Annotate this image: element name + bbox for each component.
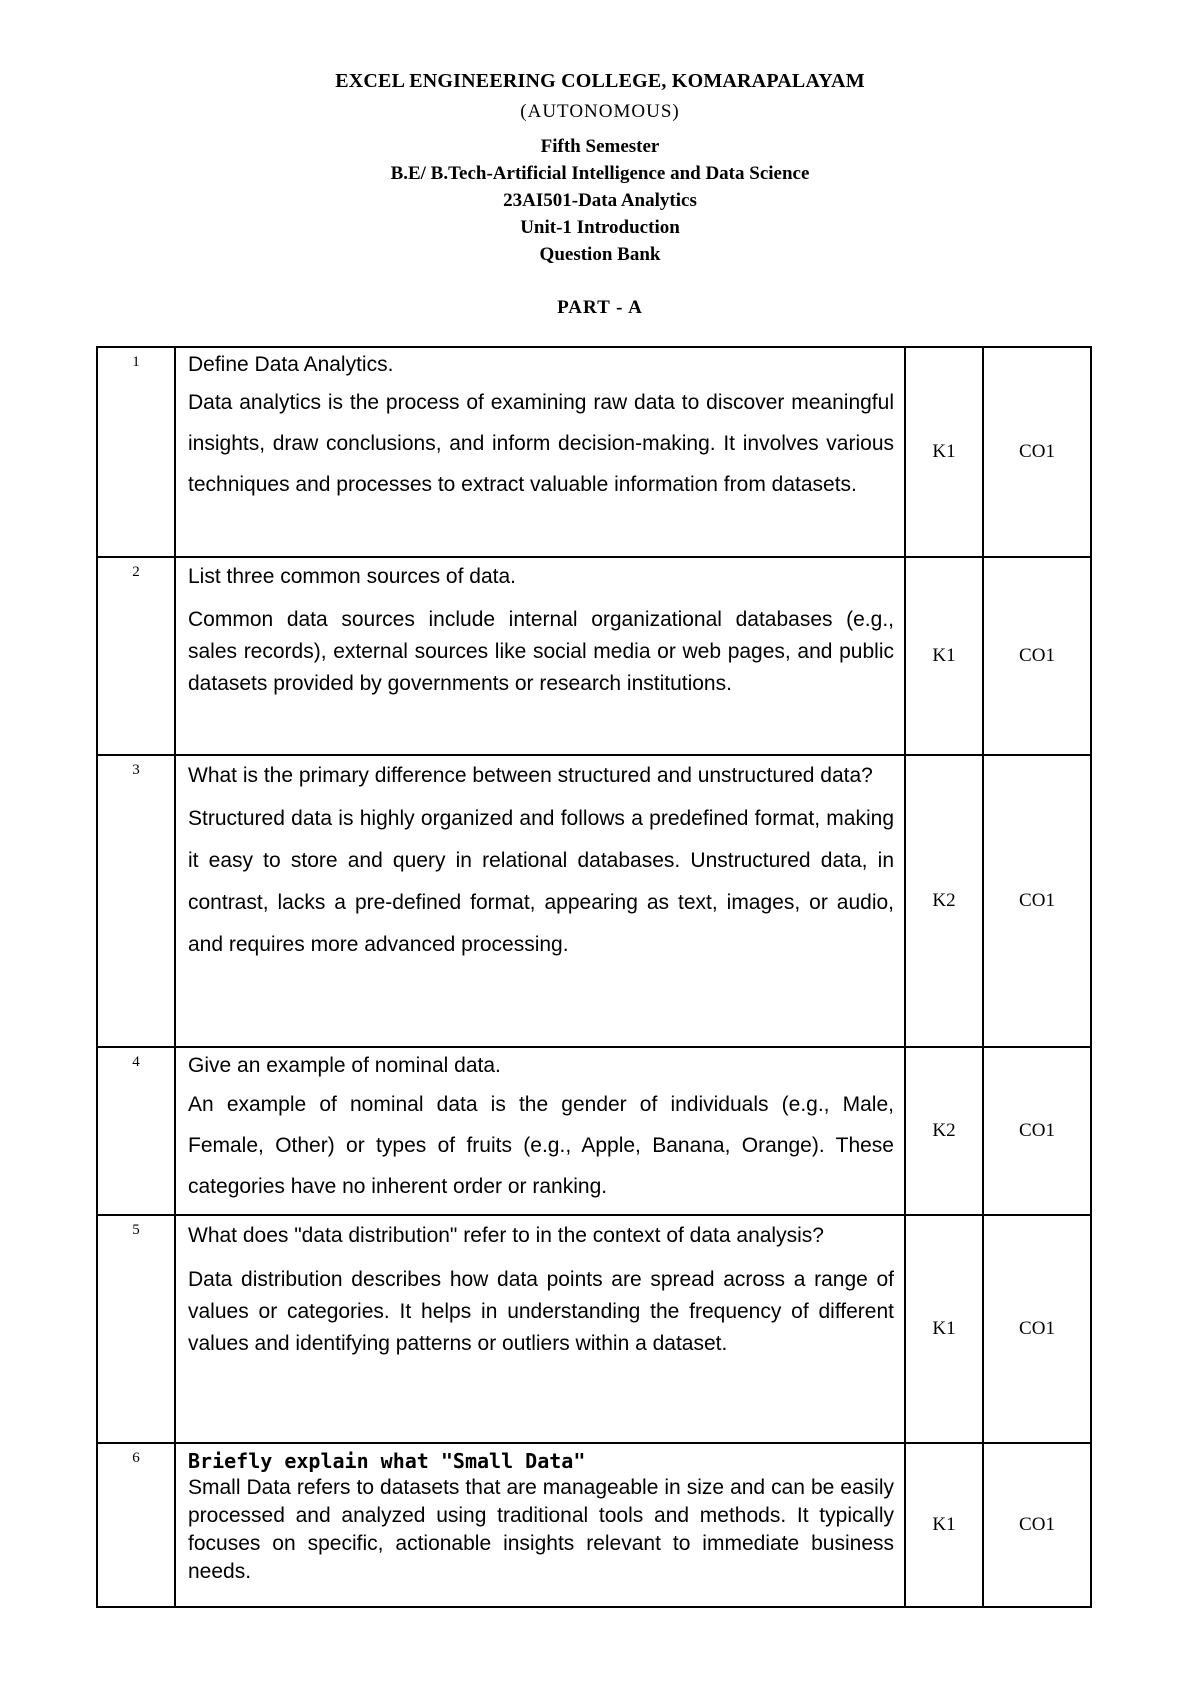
question-number: 4 <box>97 1047 175 1215</box>
question-number: 5 <box>97 1215 175 1443</box>
course-label: 23AI501-Data Analytics <box>503 190 697 211</box>
course-outcome: CO1 <box>983 755 1091 1047</box>
question-cell <box>175 347 905 557</box>
question-text: Give an example of nominal data. <box>188 1054 501 1077</box>
course-outcome: CO1 <box>983 1047 1091 1215</box>
question-text: List three common sources of data. <box>188 565 516 588</box>
answer-text: Small Data refers to datasets that are manageable in size and can be easily processed and analyzed using traditional tools and methods. It typically focuses on specific, actionable insights relevant to immediate business needs. <box>188 1476 894 1583</box>
knowledge-level: K2 <box>905 755 983 1047</box>
question-cell <box>175 1047 905 1215</box>
table-row <box>97 1443 1091 1607</box>
knowledge-level: K1 <box>905 1215 983 1443</box>
question-cell <box>175 1215 905 1443</box>
part-heading: PART - A <box>557 297 643 318</box>
table-row <box>97 755 1091 1047</box>
knowledge-level: K2 <box>905 1047 983 1215</box>
document-type-label: Question Bank <box>539 244 661 265</box>
question-number: 6 <box>97 1443 175 1607</box>
question-number: 2 <box>97 557 175 755</box>
knowledge-level: K1 <box>905 557 983 755</box>
question-text: Define Data Analytics. <box>188 353 394 376</box>
table-row <box>97 557 1091 755</box>
course-outcome: CO1 <box>983 557 1091 755</box>
course-outcome: CO1 <box>983 347 1091 557</box>
college-name: EXCEL ENGINEERING COLLEGE, KOMARAPALAYAM <box>335 70 865 92</box>
semester-label: Fifth Semester <box>540 136 660 157</box>
knowledge-level: K1 <box>905 1443 983 1607</box>
answer-text: Data distribution describes how data points are spread across a range of values or categories. It helps in understanding the frequency of different values and identifying patterns or outliers within a dataset. <box>188 1268 894 1355</box>
question-number: 3 <box>97 755 175 1047</box>
answer-text: Common data sources include internal organizational databases (e.g., sales records), external sources like social media or web pages, and public datasets provided by governments or research institutions. <box>188 608 894 695</box>
question-cell <box>175 557 905 755</box>
course-outcome: CO1 <box>983 1215 1091 1443</box>
programme-label: B.E/ B.Tech-Artificial Intelligence and Data Science <box>390 163 810 184</box>
table-row <box>97 347 1091 557</box>
answer-text: Data analytics is the process of examining raw data to discover meaningful insights, draw conclusions, and inform decision-making. It involves various techniques and processes to extract valuable information from datasets. <box>188 391 894 496</box>
knowledge-level: K1 <box>905 347 983 557</box>
answer-text: An example of nominal data is the gender of individuals (e.g., Male, Female, Other) or types of fruits (e.g., Apple, Banana, Orange). These categories have no inherent order or ranking. <box>188 1093 894 1198</box>
table-row <box>97 1215 1091 1443</box>
answer-text: Structured data is highly organized and follows a predefined format, making it easy to store and query in relational databases. Unstructured data, in contrast, lacks a pre-defined format, appearing as text, images, or audio, and requires more advanced processing. <box>188 807 894 956</box>
table-row <box>97 1047 1091 1215</box>
question-text: What does "data distribution" refer to in the context of data analysis? <box>188 1224 824 1247</box>
question-text: What is the primary difference between structured and unstructured data? <box>188 764 873 787</box>
question-text: Briefly explain what "Small Data" <box>188 1449 586 1473</box>
unit-label: Unit-1 Introduction <box>520 217 680 238</box>
question-table <box>96 346 1092 1608</box>
autonomous-label: (AUTONOMOUS) <box>520 101 680 122</box>
question-number: 1 <box>97 347 175 557</box>
question-cell <box>175 755 905 1047</box>
question-cell <box>175 1443 905 1607</box>
course-outcome: CO1 <box>983 1443 1091 1607</box>
